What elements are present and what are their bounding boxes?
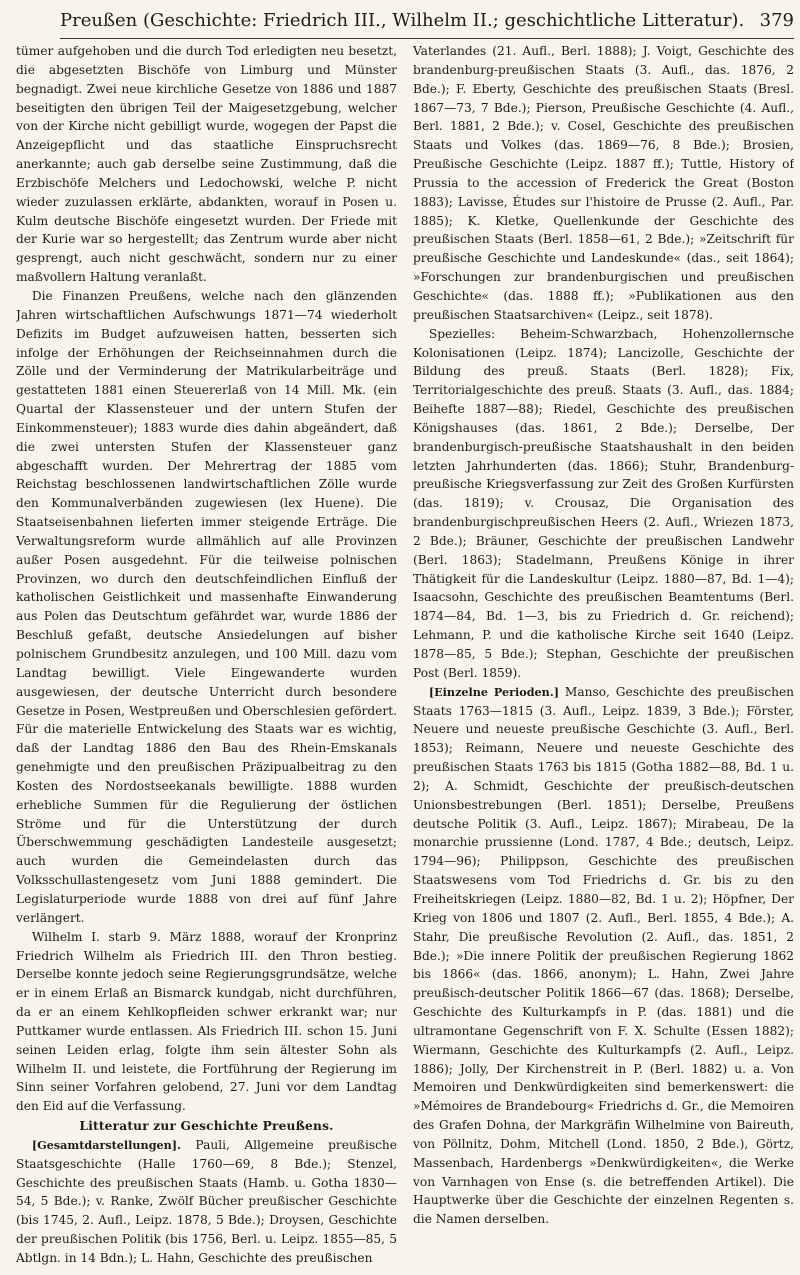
paragraph xyxy=(413,683,794,1229)
running-title: Preußen (Geschichte: Friedrich III., Wilhelm II.; geschichtliche Litteratur). xyxy=(60,10,745,31)
paragraph: Wilhelm I. starb 9. März 1888, worauf der Kronprinz Friedrich Wilhelm als Friedrich III. den Thron bestieg. Derselbe konnte jedoch seine Regierungsgrundsätze, welche er in einem Erlaß an Bismarck kundgab, nicht durchführen, da er an einem Kehlkopfleiden schwer erkrankt war; nur Puttkamer wurde entlassen. Als Friedrich III. schon 15. Juni seinen Leiden erlag, folgte ihm sein ältester Sohn als Wilhelm II. und leistete, die Fortführung der Regierung im Sinn seiner Vorfahren gelobend, 27. Juni vor dem Landtag den Eid auf die Verfassung. xyxy=(16,929,397,1114)
subsection-label: [Gesamtdarstellungen]. xyxy=(31,1137,181,1152)
paragraph: tümer aufgehoben und die durch Tod erledigten neu besetzt, die abgesetzten Bischöfe von Limburg und Münster begnadigt. Zwei neue kirchliche Gesetze von 1886 und 1887 beseitigten den übrigen Teil der Maigesetzgebung, welcher von der Kirche nicht gebilligt wurde, wogegen der Papst die Anzeigepflicht und das staatliche Einspruchsrecht anerkannte; auch gab derselbe seine Zustimmung, daß die Erzbischöfe Melchers und Ledochowski, welche P. nicht wieder zuzulassen erklärte, abdankten, worauf in Posen u. Kulm deutsche Bischöfe eingesetzt wurden. Der Friede mit der Kurie war so hergestellt; das Zentrum wurde aber nicht gesprengt, auch nicht geschwächt, sondern nur zu einer maßvollern Haltung veranlaßt. xyxy=(16,44,397,285)
subsection-label: [Einzelne Perioden.] xyxy=(428,684,560,699)
paragraph-text: Manso, Geschichte des preußischen Staats 1763—1815 (3. Aufl., Leipz. 1839, 3 Bde.); Förster, Neuere und neueste preußische Geschichte (3. Aufl., Berl. 1853); Reimann, Neuere und neueste Geschichte des preußischen Staats 1763 bis 1815 (Gotha 1882—88, Bd. 1 u. 2); A. Schmidt, Geschichte der preußisch-deutschen Unionsbestrebungen (Berl. 1851); Derselbe, Preußens deutsche Politik (3. Aufl., Leipz. 1867); Mirabeau, De la monarchie prussienne (Lond. 1787, 4 Bde.; deutsch, Leipz. 1794—96); Philippson, Geschichte des preußischen Staatswesens vom Tod Friedrichs d. Gr. bis zu den Freiheitskriegen (Leipz. 1880—82, Bd. 1 u. 2); Höpfner, Der Krieg von 1806 und 1807 (2. Aufl., Berl. 1855, 4 Bde.); A. Stahr, Die preußische Revolution (2. Aufl., das. 1851, 2 Bde.); »Die innere Politik der preußischen Regierung 1862 bis 1866« (das. 1866, anonym); L. Hahn, Zwei Jahre preußisch-deutscher Politik 1866—67 (das. 1868); Derselbe, Geschichte des Kulturkampfs in P. (das. 1881) und die ultramontane Gegenschrift von F. X. Schulte (Essen 1882); Wiermann, Geschichte des Kulturkampfs (2. Aufl., Leipz. 1886); Jolly, Der Kirchenstreit in P. (Berl. 1882) u. a. Von Memoiren und Denkwürdigkeiten sind bemerkenswert: die »Mémoires de Brandebourg« Friedrichs d. Gr., die Memoiren des Grafen Dohna, der Markgräfin Wilhelmine von Baireuth, von Pöllnitz, Dohm, Mitchell (Lond. 1850, 2 Bde.), Görtz, Massenbach, Hardenbergs »Denkwürdigkeiten«, die Werke von Varnhagen von Ense (s. die betreffenden Artikel). Die Hauptwerke über die Geschichte der einzelnen Regenten s. die Namen derselben. xyxy=(413,684,794,1227)
paragraph: Vaterlandes (21. Aufl., Berl. 1888); J. Voigt, Geschichte des brandenburg-preußischen Staats (3. Aufl., das. 1876, 2 Bde.); F. Eberty, Geschichte des preußischen Staats (Bresl. 1867—73, 7 Bde.); Pierson, Preußische Geschichte (4. Aufl., Berl. 1881, 2 Bde.); v. Cosel, Geschichte des preußischen Staats und Volkes (das. 1869—76, 8 Bde.); Brosien, Preußische Geschichte (Leipz. 1887 ff.); Tuttle, History of Prussia to the accession of Frederick the Great (Boston 1883); Lavisse, Études sur l'histoire de Prusse (2. Aufl., Par. 1885); K. Kletke, Quellenkunde der Geschichte des preußischen Staats (Berl. 1858—61, 2 Bde.); »Zeitschrift für preußische Geschichte und Landeskunde« (das., seit 1864); »Forschungen zur brandenburgischen und preußischen Geschichte« (das. 1888 ff.); »Publikationen aus den preußischen Staatsarchiven« (Leipz., seit 1878). xyxy=(413,44,794,322)
left-column xyxy=(16,42,397,1266)
right-column xyxy=(413,42,794,1266)
paragraph: Spezielles: Beheim-Schwarzbach, Hohenzollernsche Kolonisationen (Leipz. 1874); Lancizolle, Geschichte der Bildung des preuß. Staats (Berl. 1828); Fix, Territorialgeschichte des preuß. Staats (3. Aufl., das. 1884; Beihefte 1887—88); Riedel, Geschichte des preußischen Königshauses (das. 1861, 2 Bde.); Derselbe, Der brandenburgisch-preußische Staatshaushalt in den beiden letzten Jahrhunderten (das. 1866); Stuhr, Brandenburg-preußische Kriegsverfassung zur Zeit des Großen Kurfürsten (das. 1819); v. Crousaz, Die Organisation des brandenburgischpreußischen Heers (2. Aufl., Wriezen 1873, 2 Bde.); Bräuner, Geschichte der preußischen Landwehr (Berl. 1863); Stadelmann, Preußens Könige in ihrer Thätigkeit für die Landeskultur (Leipz. 1880—87, Bd. 1—4); Isaacsohn, Geschichte des preußischen Beamtentums (Berl. 1874—84, Bd. 1—3, bis zu Friedrich d. Gr. reichend); Lehmann, P. und die katholische Kirche seit 1640 (Leipz. 1878—85, 5 Bde.); Stephan, Geschichte der preußischen Post (Berl. 1859). xyxy=(413,326,794,680)
page-number: 379 xyxy=(759,10,794,31)
paragraph: Die Finanzen Preußens, welche nach den glänzenden Jahren wirtschaftlichen Aufschwungs 1871—74 wiederholt Defizits im Budget aufzuweisen hatten, besserten sich infolge der Erhöhungen der Reichseinnahmen durch die Zölle und der Verminderung der Matrikularbeiträge und gestatteten 1881 einen Steuererlaß von 14 Mill. Mk. (ein Quartal der Klassensteuer und der untern Stufen der Einkommensteuer); 1883 wurde dies dahin abgeändert, daß die zwei untersten Stufen der Klassensteuer ganz abgeschafft wurden. Der Mehrertrag der 1885 vom Reichstag beschlossenen landwirtschaftlichen Zölle wurde den Kommunalverbänden zugewiesen (lex Huene). Die Staatseisenbahnen lieferten immer steigende Erträge. Die Verwaltungsreform wurde allmählich auf alle Provinzen außer Posen ausgedehnt. Für die teilweise polnischen Provinzen, wo durch den deutschfeindlichen Einfluß der katholischen Geistlichkeit und massenhafte Einwanderung aus Polen das Deutschtum gefährdet war, wurde 1886 der Beschluß gefaßt, deutsche Ansiedelungen auf bisher polnischem Grundbesitz anzulegen, und 100 Mill. dazu vom Landtag bewilligt. Viele Eingewanderte wurden ausgewiesen, der deutsche Unterricht durch besondere Gesetze in Posen, Westpreußen und Oberschlesien gefördert. Für die materielle Entwickelung des Staats war es wichtig, daß der Landtag 1886 den Bau des Rhein-Emskanals genehmigte und den preußischen Präzipualbeitrag zu den Kosten des Nordostseekanals bewilligte. 1888 wurden erhebliche Summen für die Regulierung der östlichen Ströme und für die Unterstützung der durch Überschwemmung geschädigten Landesteile ausgesetzt; auch wurden die Gemeindelasten durch das Volksschullastengesetz vom Juni 1888 gemindert. Die Legislaturperiode wurde 1888 von drei auf fünf Jahre verlängert. xyxy=(16,288,397,925)
paragraph xyxy=(16,1136,397,1266)
section-heading: Litteratur zur Geschichte Preußens. xyxy=(79,1119,334,1134)
page-header xyxy=(60,6,794,36)
header-rule xyxy=(60,38,794,39)
paragraph-text: Pauli, Allgemeine preußische Staatsgeschichte (Halle 1760—69, 8 Bde.); Stenzel, Geschichte des preußischen Staats (Hamb. u. Gotha 1830—54, 5 Bde.); v. Ranke, Zwölf Bücher preußischer Geschichte (bis 1745, 2. Aufl., Leipz. 1878, 5 Bde.); Droysen, Geschichte der preußischen Politik (bis 1756, Berl. u. Leipz. 1855—85, 5 Abtlgn. in 14 Bdn.); L. Hahn, Geschichte des preußischen xyxy=(16,1137,397,1265)
